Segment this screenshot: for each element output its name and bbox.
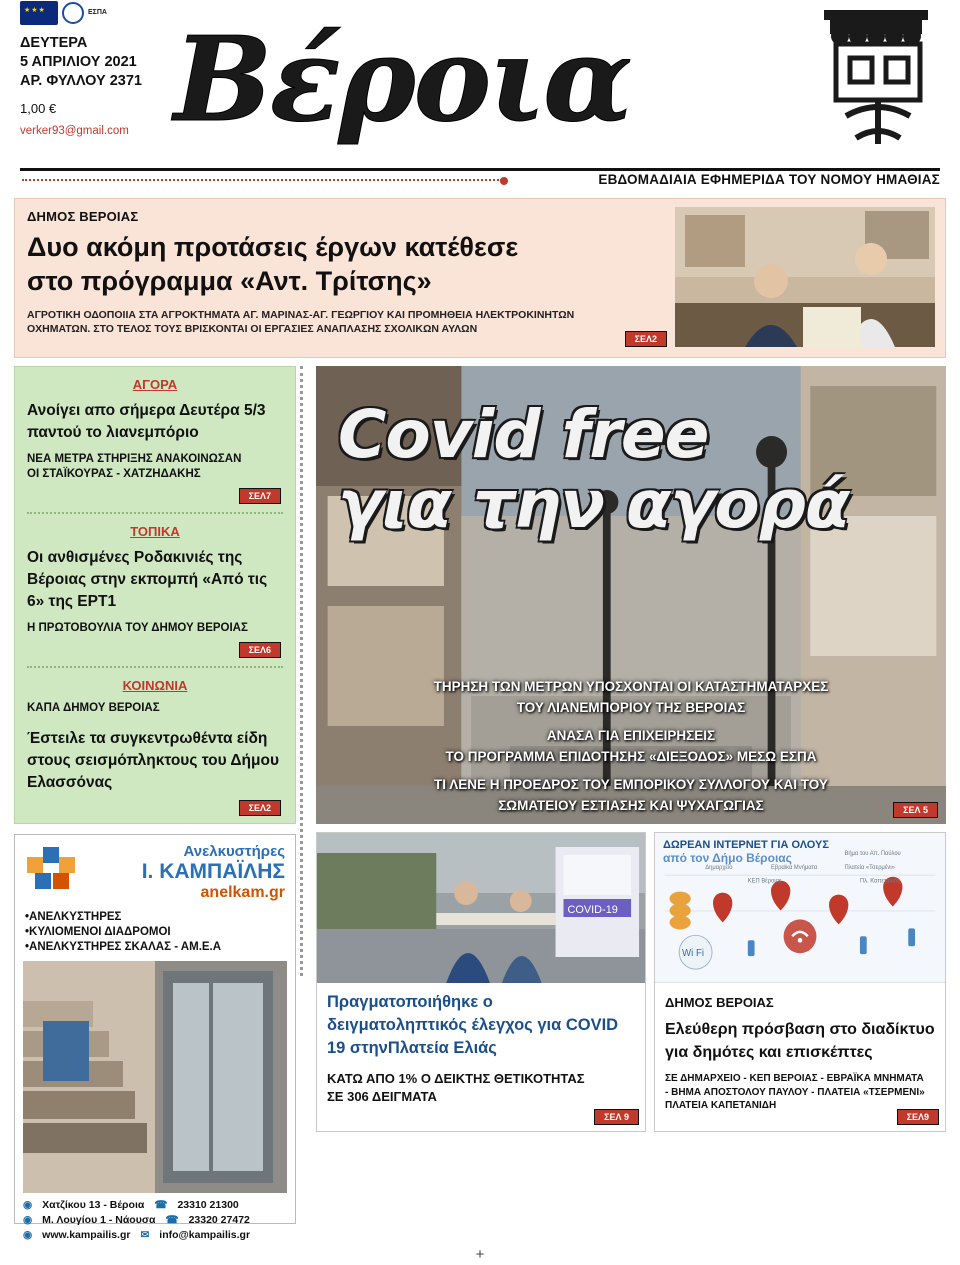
ad-email[interactable]: info@kampailis.gr — [159, 1229, 251, 1241]
free-wifi-page-tag[interactable]: ΣΕΛ9 — [897, 1109, 939, 1125]
svg-text:Εβραϊκά Μνήματα: Εβραϊκά Μνήματα — [771, 864, 818, 871]
main-photo-title — [338, 396, 937, 543]
main-photo-page-tag[interactable]: ΣΕΛ 5 — [893, 802, 938, 818]
ad-address-2: Μ. Λουγίου 1 - Νάουσα — [42, 1214, 156, 1226]
sidebar-page-tag[interactable]: ΣΕΛ2 — [239, 800, 281, 816]
free-wifi-loc-line1: ΣΕ ΔΗΜΑΡΧΕΙΟ - ΚΕΠ ΒΕΡΟΙΑΣ - ΕΒΡΑΪΚΑ ΜΝΗΜΑΤΑ — [665, 1073, 924, 1084]
house-logo-icon — [816, 6, 936, 146]
sidebar-section-headline: Ανοίγει απο σήμερα Δευτέρα 5/3 παντού το λιανεμπόριο — [27, 402, 266, 441]
ad-photo — [23, 961, 287, 1193]
ad-logo-icon — [25, 843, 83, 895]
covid-testing-page-tag[interactable]: ΣΕΛ 9 — [594, 1109, 639, 1125]
lead-kicker: ΔΗΜΟΣ ΒΕΡΟΙΑΣ — [27, 209, 139, 224]
sidebar-section-sub — [27, 452, 283, 482]
svg-text:Πλ. Καπετανίδη: Πλ. Καπετανίδη — [859, 878, 901, 885]
wifi-banner-line1: ΔΩΡΕΑΝ ΙΝΤΕΡΝΕΤ ΓΙΑ ΟΛΟΥΣ — [663, 839, 829, 851]
masthead — [14, 0, 946, 190]
lead-headline-line2: στο πρόγραμμα «Αντ. Τρίτσης» — [27, 266, 432, 296]
sidebar-section-headline: ΚΑΠΑ ΔΗΜΟΥ ΒΕΡΟΙΑΣ — [27, 702, 160, 714]
location-icon: ◉ — [23, 1214, 33, 1226]
eu-flag-icon — [20, 1, 58, 25]
ad-title-line2: Ι. ΚΑΜΠΑΪΛΗΣ — [141, 860, 285, 883]
sidebar-section-head: ΑΓΟΡΑ — [132, 377, 178, 392]
ad-service-item: •ΑΝΕΛΚΥΣΤΗΡΕΣ — [25, 911, 122, 923]
sidebar-section-elassona[interactable] — [27, 728, 283, 816]
wifi-banner-line2: από τον Δήμο Βέροιας — [663, 851, 792, 865]
covid-testing-sub-line1: ΚΑΤΩ ΑΠΟ 1% Ο ΔΕΙΚΤΗΣ ΘΕΤΙΚΟΤΗΤΑΣ — [327, 1071, 585, 1086]
column-divider — [300, 366, 312, 976]
covid-testing-photo — [317, 833, 645, 983]
advertisement-kampailis[interactable] — [14, 834, 296, 1241]
ad-service-item: •ΑΝΕΛΚΥΣΤΗΡΕΣ ΣΚΑΛΑΣ - ΑΜ.Ε.Α — [25, 941, 222, 953]
publication-day: ΔΕΥΤΕΡΑ — [20, 35, 88, 51]
sidebar-page-tag[interactable]: ΣΕΛ7 — [239, 488, 281, 504]
lead-deck — [27, 308, 627, 336]
ad-header — [15, 835, 295, 906]
ad-contact — [15, 1193, 295, 1248]
covid-testing-headline: Πραγματοποιήθηκε ο δειγματοληπτικός έλεγχος για COVID 19 στηνΠλατεία Ελιάς — [327, 993, 619, 1057]
middle-grid — [14, 366, 946, 1241]
ad-website[interactable]: anelkam.gr — [200, 884, 285, 901]
issue-number: ΑΡ. ΦΥΛΛΟΥ 2371 — [20, 73, 142, 89]
lead-deck-line2: ΟΧΗΜΑΤΩΝ. ΣΤΟ ΤΕΛΟΣ ΤΟΥΣ ΒΡΙΣΚΟΝΤΑΙ ΟΙ ΕΡΓΑΣΙΕΣ ΑΝΑΠΛΑΣΗΣ ΣΧΟΛΙΚΩΝ ΑΥΛΩΝ — [27, 323, 478, 335]
masthead-logo-text: ΕΣΠΑ — [88, 9, 107, 16]
free-wifi-loc-line2: - ΒΗΜΑ ΑΠΟΣΤΟΛΟΥ ΠΑΥΛΟΥ - ΠΛΑΤΕΙΑ «ΤΣΕΡΜΕΝΙ» — [665, 1086, 925, 1098]
sidebar-section-head: ΚΟΙΝΩΝΙΑ — [122, 678, 188, 693]
masthead-subtitle: ΕΒΔΟΜΑΔΙΑΙΑ ΕΦΗΜΕΡΙΔΑ ΤΟΥ ΝΟΜΟΥ ΗΜΑΘΙΑΣ — [598, 172, 940, 187]
main-photo-story[interactable] — [316, 366, 946, 824]
free-wifi-loc-line3: ΠΛΑΤΕΙΑ ΚΑΠΕΤΑΝΙΔΗ — [665, 1100, 777, 1111]
sidebar-divider — [27, 512, 283, 514]
ad-contact-row — [23, 1198, 287, 1213]
bottom-card-covid-testing[interactable] — [316, 832, 646, 1132]
ellak-circle-icon — [62, 2, 84, 24]
ad-title-line1: Ανελκυστήρες — [183, 843, 285, 860]
wifi-banner — [663, 839, 829, 865]
free-wifi-headline: Ελεύθερη πρόσβαση στο διαδίκτυο για δημότες και επισκέπτες — [665, 1021, 935, 1061]
mail-icon: ✉ — [140, 1229, 150, 1241]
caption-line-2: ΤΟΥ ΛΙΑΝΕΜΠΟΡΙΟΥ ΤΗΣ ΒΕΡΟΙΑΣ — [516, 700, 746, 715]
lead-headline-line1: Δυο ακόμη προτάσεις έργων κατέθεσε — [27, 232, 519, 262]
caption-line-5: ΤΙ ΛΕΝΕ Η ΠΡΟΕΔΡΟΣ ΤΟΥ ΕΜΠΟΡΙΚΟΥ ΣΥΛΛΟΓΟΥ ΚΑΙ ΤΟΥ — [434, 777, 828, 792]
svg-text:Wi Fi: Wi Fi — [682, 948, 705, 960]
phone-icon: ☎ — [154, 1199, 168, 1211]
svg-text:ΚΕΠ Βέροιας: ΚΕΠ Βέροιας — [747, 878, 782, 885]
lead-page-tag[interactable]: ΣΕΛ2 — [625, 331, 667, 347]
left-column — [14, 366, 296, 1241]
caption-line-6: ΣΩΜΑΤΕΙΟΥ ΕΣΤΙΑΣΗΣ ΚΑΙ ΨΥΧΑΓΩΓΙΑΣ — [498, 798, 764, 813]
sidebar-page-tag[interactable]: ΣΕΛ6 — [239, 642, 281, 658]
sidebar-sub-line2: ΟΙ ΣΤΑΪΚΟΥΡΑΣ - ΧΑΤΖΗΔΑΚΗΣ — [27, 468, 201, 480]
main-photo-title-line2: για την αγορά — [338, 466, 850, 543]
caption-line-3: ΑΝΑΣΑ ΓΙΑ ΕΠΙΧΕΙΡΗΣΕΙΣ — [546, 728, 716, 743]
sidebar-green-box — [14, 366, 296, 824]
globe-icon: ◉ — [23, 1229, 33, 1241]
free-wifi-kicker: ΔΗΜΟΣ ΒΕΡΟΙΑΣ — [665, 995, 774, 1010]
lead-headline — [27, 230, 647, 298]
bottom-row — [316, 832, 946, 1132]
ad-phone-1: 23310 21300 — [177, 1199, 239, 1211]
svg-text:Πλατεία «Τσερμένι»: Πλατεία «Τσερμένι» — [844, 864, 895, 871]
date-block — [20, 34, 170, 141]
svg-text:Βήμα του Απ. Παύλου: Βήμα του Απ. Παύλου — [844, 850, 901, 857]
phone-icon: ☎ — [165, 1214, 179, 1226]
right-column — [316, 366, 946, 1122]
lead-story[interactable] — [14, 198, 946, 358]
ad-address-1: Χατζίκου 13 - Βέροια — [42, 1199, 145, 1211]
sidebar-section-topika[interactable] — [27, 524, 283, 658]
sidebar-divider — [27, 666, 283, 668]
sidebar-section-headline: Οι ανθισμένες Ροδακινιές της Βέροιας στην εκπομπή «Από τις 6» της ΕΡΤ1 — [27, 549, 268, 610]
page-title: Βέροια — [174, 12, 631, 148]
lead-photo — [675, 207, 935, 347]
price: 1,00 € — [20, 101, 57, 116]
free-wifi-body — [655, 983, 945, 1131]
eu-logo — [20, 0, 130, 26]
ad-service-item: •ΚΥΛΙΟΜΕΝΟΙ ΔΙΑΔΡΟΜΟΙ — [25, 926, 171, 938]
sidebar-section-agora[interactable] — [27, 377, 283, 504]
covid-testing-sub — [327, 1070, 635, 1106]
masthead-rule — [20, 168, 940, 171]
svg-text:Δημαρχείο: Δημαρχείο — [705, 864, 733, 871]
contact-email: verker93@gmail.com — [20, 125, 129, 137]
crop-mark: + — [475, 1246, 485, 1263]
ad-contact-row — [23, 1228, 287, 1243]
lead-deck-line1: ΑΓΡΟΤΙΚΗ ΟΔΟΠΟΙΙΑ ΣΤΑ ΑΓΡΟΚΤΗΜΑΤΑ ΑΓ. ΜΑΡΙΝΑΣ-ΑΓ. ΓΕΩΡΓΙΟΥ ΚΑΙ ΠΡΟΜΗΘΕΙΑ ΗΛΕΚΤΡΟΚΙΝΗΤΩΝ — [27, 309, 575, 321]
sidebar-section-head: ΤΟΠΙΚΑ — [130, 524, 180, 539]
sidebar-section-headline: Έστειλε τα συγκεντρωθέντα είδη στους σεισμόπληκτους του Δήμου Ελασσόνας — [27, 730, 279, 791]
sidebar-sub-line1: ΝΕΑ ΜΕΤΡΑ ΣΤΗΡΙΞΗΣ ΑΝΑΚΟΙΝΩΣΑΝ — [27, 453, 242, 465]
masthead-dotted-line — [22, 179, 502, 181]
sidebar-section-koinonia[interactable] — [27, 678, 283, 716]
free-wifi-locations — [665, 1072, 935, 1113]
wifi-map-graphic — [655, 833, 945, 983]
covid-testing-body — [317, 983, 645, 1131]
sidebar-section-sub: Η ΠΡΩΤΟΒΟΥΛΙΑ ΤΟΥ ΔΗΜΟΥ ΒΕΡΟΙΑΣ — [27, 622, 248, 634]
caption-line-1: ΤΗΡΗΣΗ ΤΩΝ ΜΕΤΡΩΝ ΥΠΟΣΧΟΝΤΑΙ ΟΙ ΚΑΤΑΣΤΗΜΑΤΑΡΧΕΣ — [433, 679, 829, 694]
ad-phone-2: 23320 27472 — [188, 1214, 250, 1226]
ad-services-list — [15, 906, 295, 955]
main-photo-title-line1: Covid free — [338, 396, 709, 473]
bottom-card-free-wifi[interactable] — [654, 832, 946, 1132]
main-photo-caption — [316, 676, 946, 816]
caption-line-4: ΤΟ ΠΡΟΓΡΑΜΜΑ ΕΠΙΔΟΤΗΣΗΣ «ΔΙΕΞΟΔΟΣ» ΜΕΣΩ ΕΣΠΑ — [445, 749, 817, 764]
location-icon: ◉ — [23, 1199, 33, 1211]
publication-date: 5 ΑΠΡΙΛΙΟΥ 2021 — [20, 54, 137, 70]
ad-website-url[interactable]: www.kampailis.gr — [42, 1229, 131, 1241]
ad-contact-row — [23, 1213, 287, 1228]
ad-title — [91, 843, 285, 902]
covid-testing-sub-line2: ΣΕ 306 ΔΕΙΓΜΑΤΑ — [327, 1089, 437, 1104]
svg-text:COVID-19: COVID-19 — [567, 903, 618, 917]
